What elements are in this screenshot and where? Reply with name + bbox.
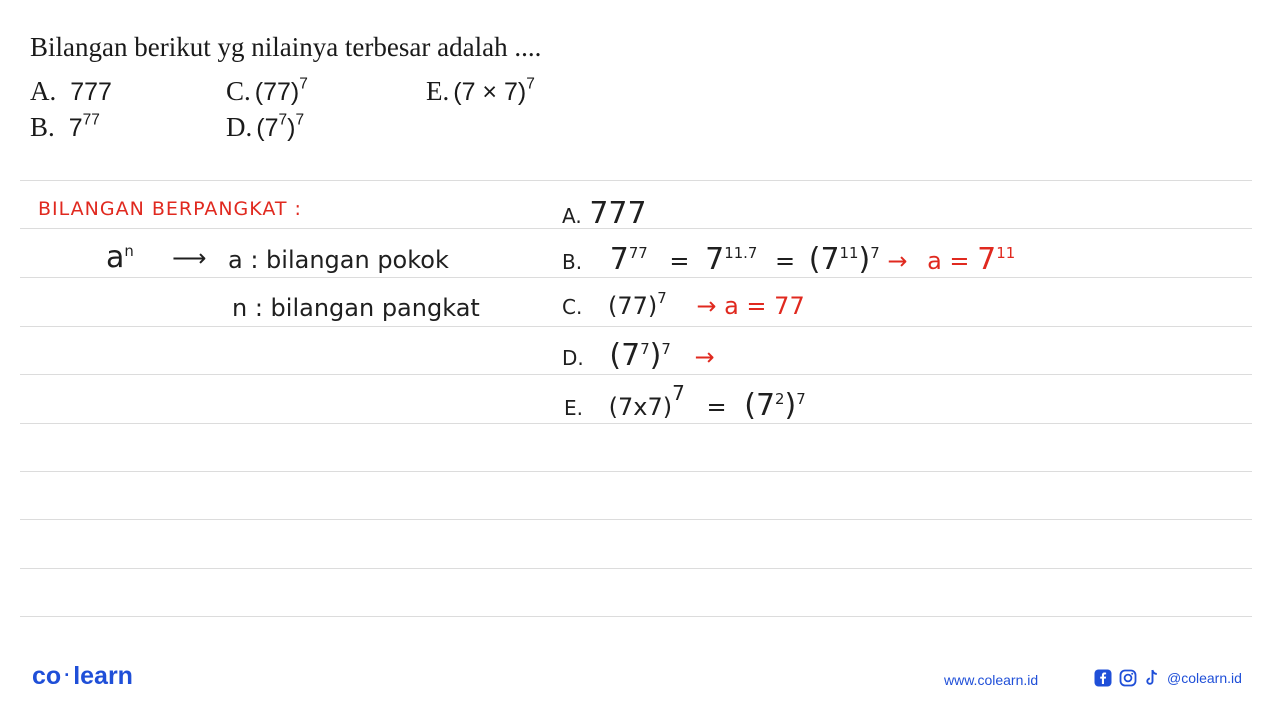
power-notation: $a^n$ bbox=[106, 240, 134, 275]
definition-n: n : bilangan pangkat bbox=[232, 294, 480, 322]
definition-a: a : bilangan pokok bbox=[228, 246, 449, 274]
rule-line bbox=[20, 180, 1252, 181]
tiktok-icon[interactable] bbox=[1144, 669, 1160, 687]
work-d: D. $(7^7)^7$ → bbox=[562, 338, 715, 373]
social-handle[interactable]: @colearn.id bbox=[1167, 670, 1242, 686]
rule-line bbox=[20, 374, 1252, 375]
option-d: D. $(7^7)^7$ bbox=[226, 111, 305, 142]
rule-line bbox=[20, 616, 1252, 617]
work-e: E. $(7x7)^7 = (7^2)^7$ bbox=[564, 381, 806, 423]
work-b: B. $7^{77} = 7^{11.7} = (7^{11})^7 \to a = 7^{11}$ bbox=[562, 242, 1016, 277]
social-links bbox=[1094, 669, 1242, 687]
rule-line bbox=[20, 277, 1252, 278]
notes-heading: BILANGAN BERPANGKAT : bbox=[38, 198, 302, 220]
rule-line bbox=[20, 471, 1252, 472]
option-a: A. 777 bbox=[30, 76, 112, 106]
work-a: A. 777 bbox=[562, 196, 647, 231]
rule-line bbox=[20, 568, 1252, 569]
colearn-logo: co · learn bbox=[32, 662, 133, 690]
question-text: Bilangan berikut yg nilainya terbesar adalah .... bbox=[30, 32, 542, 62]
option-c: C. $(77)^7$ bbox=[226, 75, 308, 106]
website-link[interactable]: www.colearn.id bbox=[944, 672, 1039, 688]
work-c: C. $(77)^7 \to a = 77$ bbox=[562, 288, 805, 320]
option-e: E. $(7 \times 7)^7$ bbox=[426, 75, 535, 106]
facebook-icon[interactable] bbox=[1094, 669, 1112, 687]
rule-line bbox=[20, 326, 1252, 327]
rule-line bbox=[20, 423, 1252, 424]
arrow-icon: ⟶ bbox=[172, 244, 207, 272]
option-b: B. $7^{77}$ bbox=[30, 111, 100, 142]
instagram-icon[interactable] bbox=[1119, 669, 1137, 687]
rule-line bbox=[20, 519, 1252, 520]
